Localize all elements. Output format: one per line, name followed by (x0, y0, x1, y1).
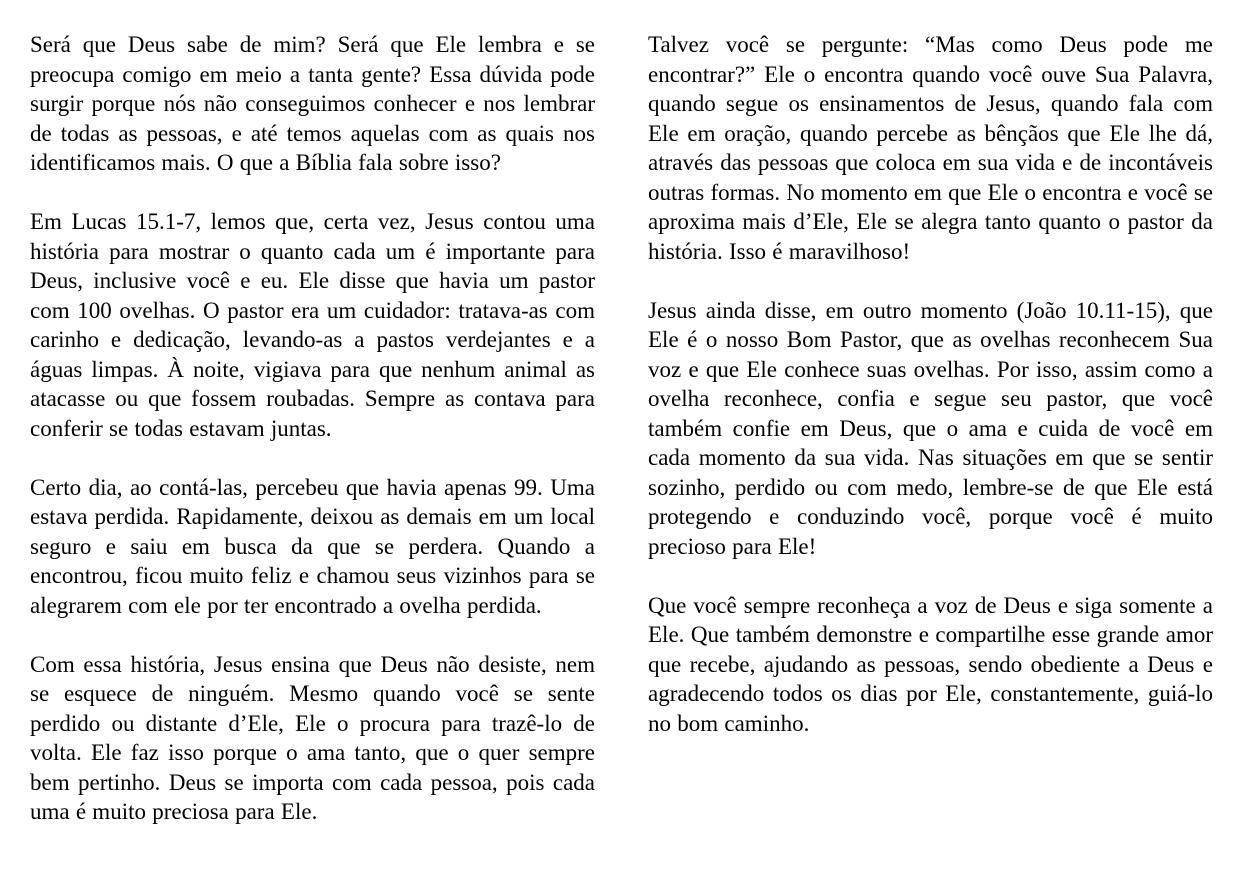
text-columns (30, 30, 1213, 856)
left-column (30, 30, 595, 856)
paragraph: Em Lucas 15.1-7, lemos que, certa vez, Jesus contou uma história para mostrar o quanto cada um é importante para Deus, inclusive você e eu. Ele disse que havia um pastor com 100 ovelhas. O pastor era um cuidador: tratava-as com carinho e dedicação, levando-as a pastos verdejantes e a águas limpas. À noite, vigiava para que nenhum animal as atacasse ou que fossem roubadas. Sempre as contava para conferir se todas estavam juntas. (30, 209, 595, 441)
paragraph: Jesus ainda disse, em outro momento (João 10.11-15), que Ele é o nosso Bom Pastor, que as ovelhas reconhecem Sua voz e que Ele conhece suas ovelhas. Por isso, assim como a ovelha reconhece, confia e segue seu pastor, que você também confie em Deus, que o ama e cuida de você em cada momento da sua vida. Nas situações em que se sentir sozinho, perdido ou com medo, lembre-se de que Ele está protegendo e conduzindo você, porque você é muito precioso para Ele! (648, 297, 1213, 559)
paragraph: Será que Deus sabe de mim? Será que Ele lembra e se preocupa comigo em meio a tanta gente? Essa dúvida pode surgir porque nós não conseguimos conhecer e nos lembrar de todas as pessoas, e até temos aquelas com as quais nos identificamos mais. O que a Bíblia fala sobre isso? (30, 32, 595, 175)
paragraph: Que você sempre reconheça a voz de Deus e siga somente a Ele. Que também demonstre e compartilhe esse grande amor que recebe, ajudando as pessoas, sendo obediente a Deus e agradecendo todos os dias por Ele, constantemente, guiá-lo no bom caminho. (648, 592, 1213, 736)
paragraph: Talvez você se pergunte: “Mas como Deus pode me encontrar?” Ele o encontra quando você ouve Sua Palavra, quando segue os ensinamentos de Jesus, quando fala com Ele em oração, quando percebe as bênçãos que Ele lhe dá, através das pessoas que coloca em sua vida e de incontáveis outras formas. No momento em que Ele o encontra e você se aproxima mais d’Ele, Ele se alegra tanto quanto o pastor da história. Isso é maravilhoso! (648, 32, 1213, 264)
right-column (648, 30, 1213, 856)
paragraph: Com essa história, Jesus ensina que Deus não desiste, nem se esquece de ninguém. Mesmo quando você se sente perdido ou distante d’Ele, Ele o procura para trazê-lo de volta. Ele faz isso porque o ama tanto, que o quer sempre bem pertinho. Deus se importa com cada pessoa, pois cada uma é muito preciosa para Ele. (30, 651, 595, 824)
paragraph: Certo dia, ao contá-las, percebeu que havia apenas 99. Uma estava perdida. Rapidamente, deixou as demais em um local seguro e saiu em busca da que se perdera. Quando a encontrou, ficou muito feliz e chamou seus vizinhos para se alegrarem com ele por ter encontrado a ovelha perdida. (30, 474, 595, 618)
